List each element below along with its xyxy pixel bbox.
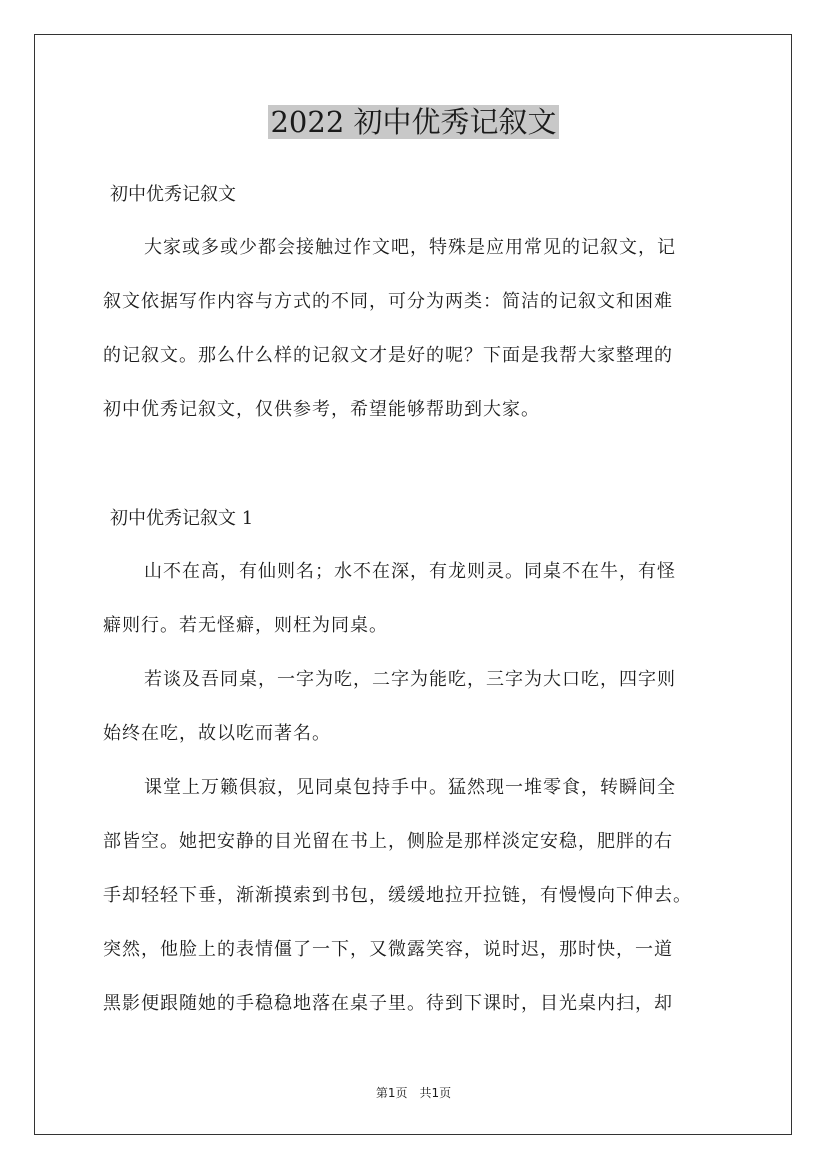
paragraph-line: 癖则行。若无怪癖，则枉为同桌。	[103, 615, 388, 636]
section-heading: 初中优秀记叙文 1	[110, 508, 254, 529]
document-title-text: 2022 初中优秀记叙文	[270, 105, 557, 139]
intro-line: 的记叙文。那么什么样的记叙文才是好的呢？下面是我帮大家整理的	[103, 345, 673, 366]
intro-line: 初中优秀记叙文，仅供参考，希望能够帮助到大家。	[103, 399, 540, 420]
paragraph-line: 始终在吃，故以吃而著名。	[103, 723, 331, 744]
intro-line: 叙文依据写作内容与方式的不同，可分为两类：简洁的记叙文和困难	[103, 291, 673, 312]
intro-line: 大家或多或少都会接触过作文吧，特殊是应用常见的记叙文，记	[144, 237, 676, 258]
paragraph-line: 山不在高，有仙则名；水不在深，有龙则灵。同桌不在牛，有怪	[144, 561, 676, 582]
subheading: 初中优秀记叙文	[110, 184, 236, 205]
paragraph-line: 部皆空。她把安静的目光留在书上，侧脸是那样淡定安稳，肥胖的右	[103, 831, 673, 852]
paragraph-line: 黑影便跟随她的手稳稳地落在桌子里。待到下课时，目光桌内扫，却	[103, 993, 673, 1014]
page-footer: 第1页 共1页	[375, 1086, 452, 1100]
paragraph-line: 若谈及吾同桌，一字为吃，二字为能吃，三字为大口吃，四字则	[144, 669, 676, 690]
document-title	[0, 100, 827, 144]
paragraph-line: 课堂上万籁俱寂，见同桌包持手中。猛然现一堆零食，转瞬间全	[144, 777, 676, 798]
paragraph-line: 突然，他脸上的表情僵了一下，又微露笑容，说时迟，那时快，一道	[103, 939, 673, 960]
paragraph-line: 手却轻轻下垂，渐渐摸索到书包，缓缓地拉开拉链，有慢慢向下伸去。	[103, 885, 692, 906]
